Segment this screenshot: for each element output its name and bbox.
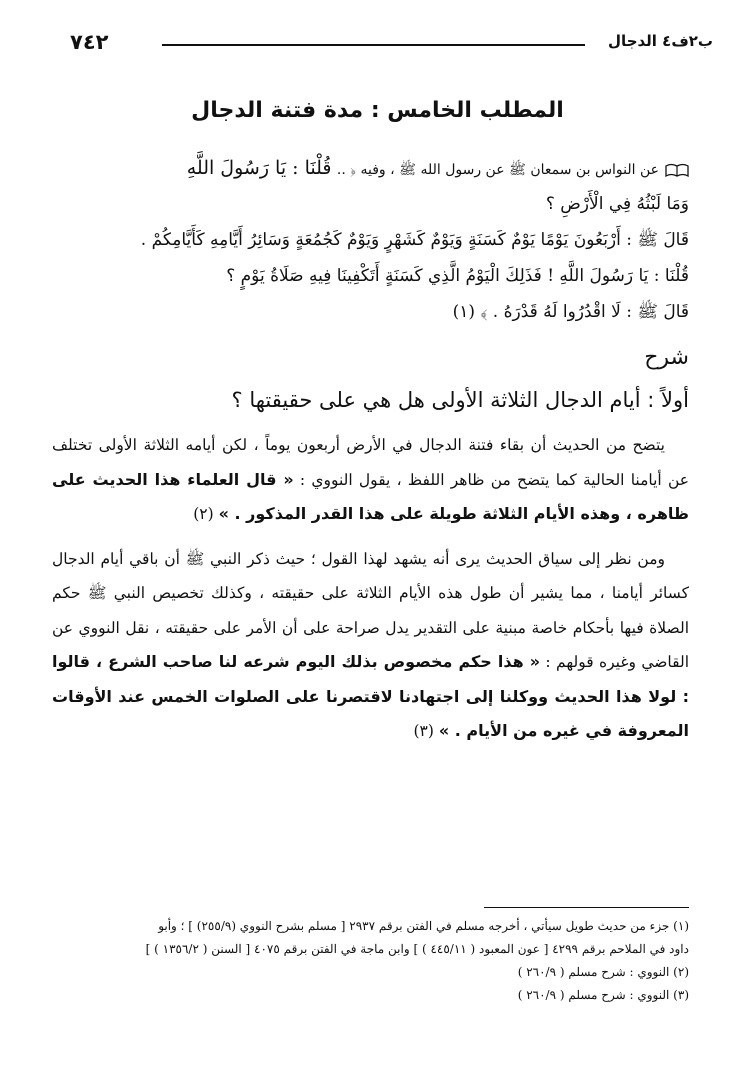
header-rule: [162, 44, 585, 46]
page-number: ٧٤٢: [70, 30, 109, 54]
hadith-quote-start: قُلْنَا : يَا رَسُولَ اللَّهِ: [186, 157, 332, 179]
commentary-body: [52, 428, 689, 749]
sharh-heading: شرح: [644, 345, 689, 370]
footnote-ref-3: (٣): [413, 722, 434, 740]
footnote-line: (١) جزء من حديث طويل سيأتي ، أخرجه مسلم في الفتن برقم ٢٩٣٧ [ مسلم بشرح النووي (٢٥٥/٩) ] ؛ وأبو: [158, 919, 689, 933]
hadith-line-2: وَمَا لَبْثُهُ فِي الْأَرْضِ ؟: [545, 194, 689, 214]
footnote-line: (٢) النووي : شرح مسلم ( ٢٦٠/٩ ): [517, 965, 689, 979]
paragraph-2: [52, 542, 689, 749]
footnote-rule: [484, 907, 689, 908]
question-heading: أولاً : أيام الدجال الثلاثة الأولى هل هي على حقيقتها ؟: [231, 388, 689, 412]
hadith-line-5: قَالَ ﷺ : لَا اقْدُرُوا لَهُ قَدْرَهُ . ﴾ (١): [452, 302, 689, 322]
paragraph-1-quote: « قال العلماء هذا الحديث على ظاهره ، وهذه الأيام الثلاثة طويلة على هذا القدر المذكور . »: [52, 469, 689, 523]
paragraph-2-text: ومن نظر إلى سياق الحديث يرى أنه يشهد لهذا القول ؛ حيث ذكر النبي ﷺ أن باقي أيام الدجال كسائر أيامنا ، مما يشير أن طول هذه الأيام الثلاثة على حقيقته ، وكذلك تخصيص النبي ﷺ حكم الصلاة فيها بأحكام خاصة مبنية على التقدير يدل صراحة على أن الأمر على حقيقته ، نقل النووي عن القاضي وغيره قولهم :: [52, 549, 689, 671]
paragraph-2-quote: « هذا حكم مخصوص بذلك اليوم شرعه لنا صاحب الشرع ، قالوا : لولا هذا الحديث ووكلنا إلى اجتهادنا لاقتصرنا على الصلوات الخمس عند الأوقات المعروفة في غيره من الأيام . »: [52, 652, 689, 740]
footnote-line: (٣) النووي : شرح مسلم ( ٢٦٠/٩ ): [517, 988, 689, 1002]
footnotes: [52, 915, 689, 1007]
footnote-ref-2: (٢): [193, 505, 214, 523]
hadith-line-1: [52, 152, 689, 188]
open-book-icon: [665, 163, 689, 177]
running-header: [70, 30, 713, 58]
paragraph-1: [52, 428, 689, 532]
running-title: ب٢ف٤ الدجال: [608, 32, 713, 50]
paragraph-1-text: يتضح من الحديث أن بقاء فتنة الدجال في الأرض أربعون يوماً ، لكن أيامه الثلاثة الأولى تختلف عن أيامنا الحالية كما يتضح من ظاهر اللفظ ، يقول النووي :: [52, 436, 690, 489]
section-title: المطلب الخامس : مدة فتنة الدجال: [191, 98, 564, 123]
hadith-block: [52, 152, 689, 332]
hadith-line-4: قُلْنَا : يَا رَسُولَ اللَّهِ ! فَذَلِكَ الْيَوْمُ الَّذِي كَسَنَةٍ أَتَكْفِينَا فِيهِ صَلَاةُ يَوْمٍ ؟: [226, 266, 689, 286]
hadith-intro: عن النواس بن سمعان ﷺ عن رسول الله ﷺ ، وفيه ﴿ ..: [336, 162, 659, 178]
hadith-line-3: قَالَ ﷺ : أَرْبَعُونَ يَوْمًا يَوْمٌ كَسَنَةٍ وَيَوْمٌ كَشَهْرٍ وَيَوْمٌ كَجُمُعَةٍ وَسَائِرُ أَيَّامِهِ كَأَيَّامِكُمْ .: [140, 230, 689, 250]
footnote-line: داود في الملاحم برقم ٤٢٩٩ [ عون المعبود ( ٤٤٥/١١ ) ] وابن ماجة في الفتن برقم ٤٠٧٥ [ السنن ( ١٣٥٦/٢ ) ]: [145, 942, 689, 956]
